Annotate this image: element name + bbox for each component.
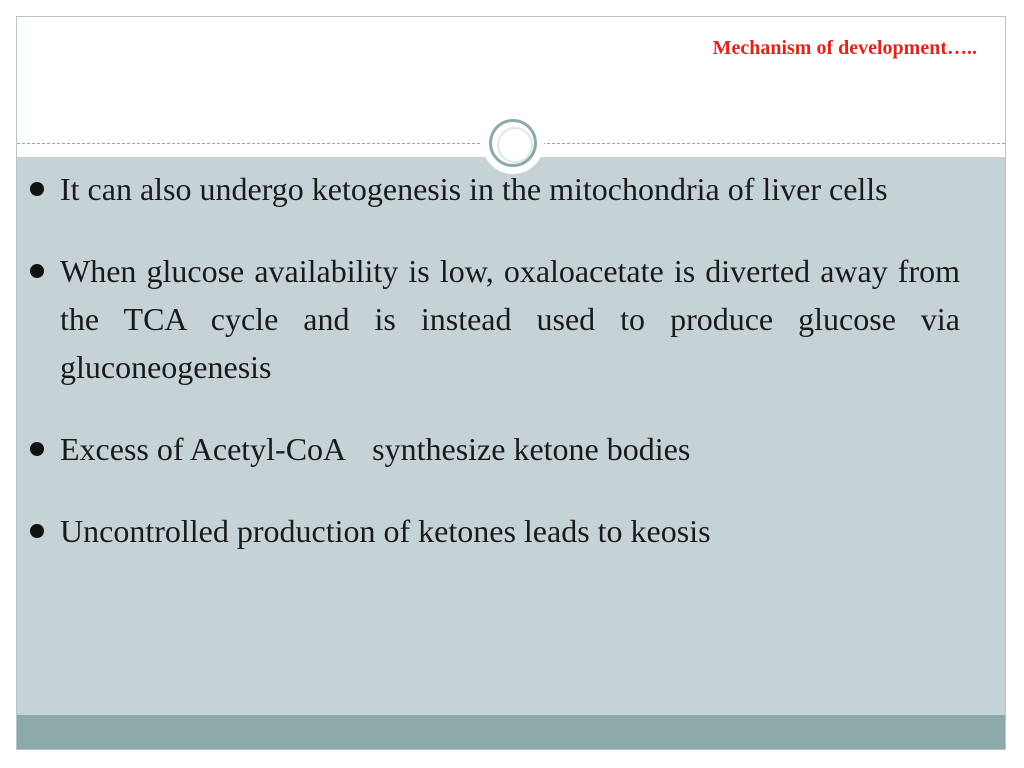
bullet-text-part1: Excess of Acetyl-CoA <box>60 431 347 467</box>
slide-title: Mechanism of development….. <box>712 37 977 59</box>
bullet-text: Uncontrolled production of ketones leads to keosis <box>60 513 711 549</box>
bullet-item <box>30 425 960 473</box>
bullet-item <box>30 165 960 213</box>
bullet-list <box>30 165 960 589</box>
bullet-dot-icon <box>30 524 44 538</box>
bullet-item <box>30 247 960 391</box>
footer-band <box>17 715 1005 750</box>
bullet-dot-icon <box>30 264 44 278</box>
ornament-inner <box>497 127 533 163</box>
bullet-text-part2: synthesize ketone bodies <box>372 431 691 467</box>
bullet-text: It can also undergo ketogenesis in the mitochondria of liver cells <box>60 171 888 207</box>
bullet-dot-icon <box>30 182 44 196</box>
bullet-dot-icon <box>30 442 44 456</box>
bullet-text: When glucose availability is low, oxaloacetate is diverted away from the TCA cycle and is instead used to produce glucose via gluconeogenesis <box>60 253 960 385</box>
ornament-ring <box>489 119 537 167</box>
bullet-item <box>30 507 960 555</box>
